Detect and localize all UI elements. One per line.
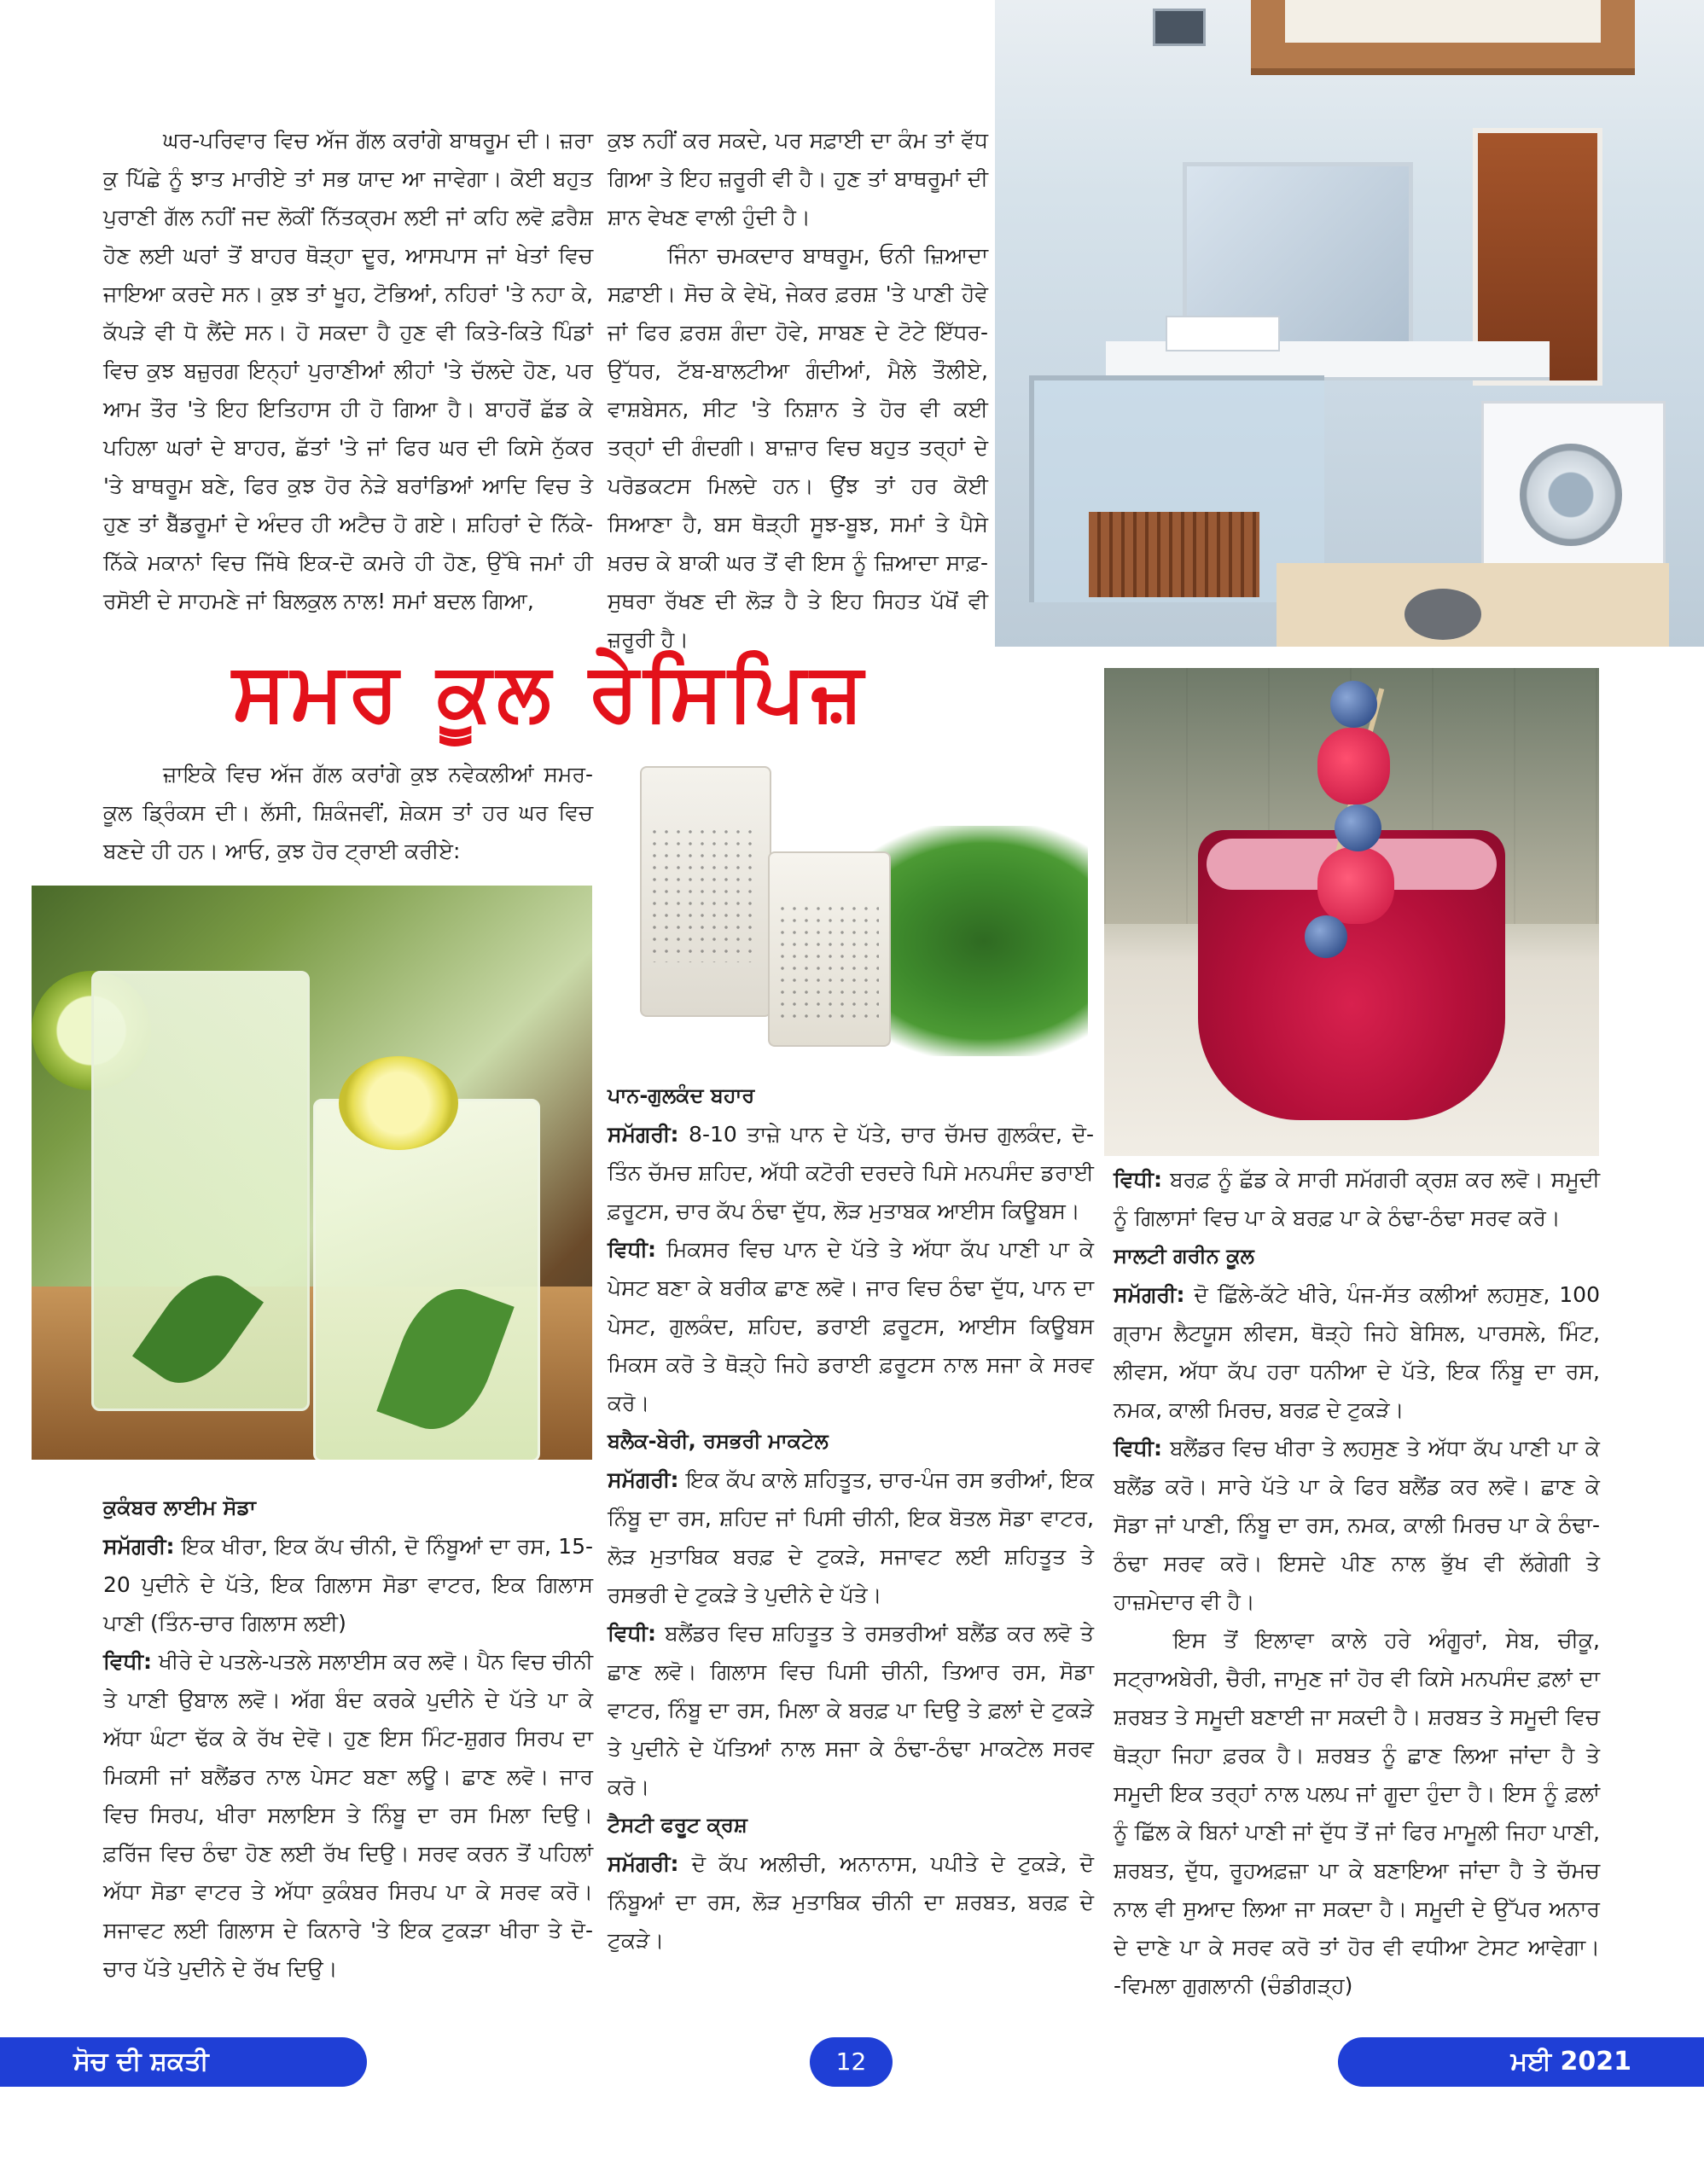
intro-paragraph-1: ਘਰ-ਪਰਿਵਾਰ ਵਿਚ ਅੱਜ ਗੱਲ ਕਰਾਂਗੇ ਬਾਥਰੂਮ ਦੀ। ਜ਼ਰਾ ਕੁ ਪਿੱਛੇ ਨੂੰ ਝਾਤ ਮਾਰੀਏ ਤਾਂ ਸਭ ਯਾਦ ਆ ਜਾਵੇਗਾ। ਕੋਈ ਬਹੁਤ ਪੁਰਾਣੀ ਗੱਲ ਨਹੀਂ ਜਦ ਲੋਕੀਂ ਨਿੱਤਕ੍ਰਮ ਲਈ ਜਾਂ ਕਹਿ ਲਵੋ ਫ਼ਰੈਸ਼ ਹੋਣ ਲਈ ਘਰਾਂ ਤੋਂ ਬਾਹਰ ਥੋੜ੍ਹਾ ਦੂਰ, ਆਸਪਾਸ ਜਾਂ ਖੇਤਾਂ ਵਿਚ ਜਾਇਆ ਕਰਦੇ ਸਨ। ਕੁਝ ਤਾਂ ਖੂਹ, ਟੋਭਿਆਂ, ਨਹਿਰਾਂ 'ਤੇ ਨਹਾ ਕੇ, ਕੱਪੜੇ ਵੀ ਧੋ ਲੈਂਦੇ ਸਨ। ਹੋ ਸਕਦਾ ਹੈ ਹੁਣ ਵੀ ਕਿਤੇ-ਕਿਤੇ ਪਿੰਡਾਂ ਵਿਚ ਕੁਝ ਬਜ਼ੁਰਗ ਇਨ੍ਹਾਂ ਪੁਰਾਣੀਆਂ ਲੀਹਾਂ 'ਤੇ ਚੱਲਦੇ ਹੋਣ, ਪਰ ਆਮ ਤੌਰ 'ਤੇ ਇਹ ਇਤਿਹਾਸ ਹੀ ਹੋ ਗਿਆ ਹੈ। ਬਾਹਰੋਂ ਛੱਡ ਕੇ ਪਹਿਲਾ ਘਰਾਂ ਦੇ ਬਾਹਰ, ਛੱਤਾਂ 'ਤੇ ਜਾਂ ਫਿਰ ਘਰ ਦੀ ਕਿਸੇ ਨੁੱਕਰ 'ਤੇ ਬਾਥਰੂਮ ਬਣੇ, ਫਿਰ ਕੁਝ ਹੋਰ ਨੇੜੇ ਬਰਾਂਡਿਆਂ ਆਦਿ ਵਿਚ ਤੇ ਹੁਣ ਤਾਂ ਬੈੱਡਰੂਮਾਂ ਦੇ ਅੰਦਰ ਹੀ ਅਟੈਚ ਹੋ ਗਏ। ਸ਼ਹਿਰਾਂ ਦੇ ਨਿੱਕੇ-ਨਿੱਕੇ ਮਕਾਨਾਂ ਵਿਚ ਜਿੱਥੇ ਇਕ-ਦੋ ਕਮਰੇ ਹੀ ਹੋਣ, ਉੱਥੇ ਜਮਾਂ ਹੀ ਰਸੋਈ ਦੇ ਸਾਹਮਣੇ ਜਾਂ ਬਿਲਕੁਲ ਨਾਲ! ਸਮਾਂ ਬਦਲ ਗਿਆ, [103, 128, 593, 613]
recipe-method: ਵਿਧੀ: ਬਲੈਂਡਰ ਵਿਚ ਖੀਰਾ ਤੇ ਲਹਸੁਣ ਤੇ ਅੱਧਾ ਕੱਪ ਪਾਣੀ ਪਾ ਕੇ ਬਲੈਂਡ ਕਰੋ। ਸਾਰੇ ਪੱਤੇ ਪਾ ਕੇ ਫਿਰ ਬਲੈਂਡ ਕਰ ਲਵੋ। ਛਾਣ ਕੇ ਸੋਡਾ ਜਾਂ ਪਾਣੀ, ਨਿੰਬੂ ਦਾ ਰਸ, ਨਮਕ, ਕਾਲੀ ਮਿਰਚ ਪਾ ਕੇ ਠੰਢਾ-ਠੰਢਾ ਸਰਵ ਕਰੋ। ਇਸਦੇ ਪੀਣ ਨਾਲ ਭੁੱਖ ਵੀ ਲੱਗੇਗੀ ਤੇ ਹਾਜ਼ਮੇਦਾਰ ਵੀ ਹੈ। [1114, 1436, 1600, 1614]
bathroom-photo [995, 0, 1704, 647]
intro-column-1 [103, 121, 593, 620]
recipe-column-middle [608, 1077, 1094, 1960]
recipe-method: ਵਿਧੀ: ਬਰਫ਼ ਨੂੰ ਛੱਡ ਕੇ ਸਾਰੀ ਸਮੱਗਰੀ ਕ੍ਰਸ਼ ਕਰ ਲਵੋ। ਸਮੂਦੀ ਨੂੰ ਗਿਲਾਸਾਂ ਵਿਚ ਪਾ ਕੇ ਬਰਫ਼ ਪਾ ਕੇ ਠੰਢਾ-ਠੰਢਾ ਸਰਵ ਕਰੋ। [1114, 1167, 1600, 1230]
lead-paragraph: ਜ਼ਾਇਕੇ ਵਿਚ ਅੱਜ ਗੱਲ ਕਰਾਂਗੇ ਕੁਝ ਨਵੇਕਲੀਆਂ ਸਮਰ-ਕੂਲ ਡ੍ਰਿੰਕਸ ਦੀ। ਲੱਸੀ, ਸ਼ਿਕੰਜਵੀਂ, ਸ਼ੇਕਸ ਤਾਂ ਹਰ ਘਰ ਵਿਚ ਬਣਦੇ ਹੀ ਹਨ। ਆਓ, ਕੁਝ ਹੋਰ ਟ੍ਰਾਈ ਕਰੀਏ: [103, 762, 593, 863]
footer-magazine-name: ਸੋਚ ਦੀ ਸ਼ਕਤੀ [0, 2037, 367, 2087]
recipe-cucumber [103, 1489, 593, 1988]
berry-mocktail-photo [1104, 668, 1599, 1156]
footer-issue-date: ਮਈ 2021 [1338, 2037, 1704, 2087]
cucumber-soda-photo [32, 886, 592, 1460]
author: -ਵਿਮਲਾ ਗੁਗਲਾਨੀ (ਚੰਡੀਗੜ੍ਹ) [1114, 1973, 1353, 1998]
recipe-ingredients: ਸਮੱਗਰੀ: ਇਕ ਕੱਪ ਕਾਲੇ ਸ਼ਹਿਤੂਤ, ਚਾਰ-ਪੰਜ ਰਸ ਭਰੀਆਂ, ਇਕ ਨਿੰਬੂ ਦਾ ਰਸ, ਸ਼ਹਿਦ ਜਾਂ ਪਿਸੀ ਚੀਨੀ, ਇਕ ਬੋਤਲ ਸੋਡਾ ਵਾਟਰ, ਲੋੜ ਮੁਤਾਬਿਕ ਬਰਫ਼ ਦੇ ਟੁਕੜੇ, ਸਜਾਵਟ ਲਈ ਸ਼ਹਿਤੂਤ ਤੇ ਰਸਭਰੀ ਦੇ ਟੁਕੜੇ ਤੇ ਪੁਦੀਨੇ ਦੇ ਪੱਤੇ। [608, 1467, 1094, 1607]
paan-drink-photo [614, 758, 1088, 1059]
recipe-ingredients: ਸਮੱਗਰੀ: 8-10 ਤਾਜ਼ੇ ਪਾਨ ਦੇ ਪੱਤੇ, ਚਾਰ ਚੱਮਚ ਗੁਲਕੰਦ, ਦੋ-ਤਿੰਨ ਚੱਮਚ ਸ਼ਹਿਦ, ਅੱਧੀ ਕਟੋਰੀ ਦਰਦਰੇ ਪਿਸੇ ਮਨਪਸੰਦ ਡਰਾਈ ਫ਼ਰੂਟਸ, ਚਾਰ ਕੱਪ ਠੰਢਾ ਦੁੱਧ, ਲੋੜ ਮੁਤਾਬਕ ਆਈਸ ਕਿਊਬਸ। [608, 1122, 1094, 1223]
lead-column [103, 755, 593, 870]
recipe-method: ਵਿਧੀ: ਬਲੈਂਡਰ ਵਿਚ ਸ਼ਹਿਤੂਤ ਤੇ ਰਸਭਰੀਆਂ ਬਲੈਂਡ ਕਰ ਲਵੋ ਤੇ ਛਾਣ ਲਵੋ। ਗਿਲਾਸ ਵਿਚ ਪਿਸੀ ਚੀਨੀ, ਤਿਆਰ ਰਸ, ਸੋਡਾ ਵਾਟਰ, ਨਿੰਬੂ ਦਾ ਰਸ, ਮਿਲਾ ਕੇ ਬਰਫ਼ ਪਾ ਦਿਉ ਤੇ ਫ਼ਲਾਂ ਦੇ ਟੁਕੜੇ ਤੇ ਪੁਦੀਨੇ ਦੇ ਪੱਤਿਆਂ ਨਾਲ ਸਜਾ ਕੇ ਠੰਢਾ-ਠੰਢਾ ਮਾਕਟੇਲ ਸਰਵ ਕਰੋ। [608, 1621, 1094, 1799]
recipe-ingredients: ਸਮੱਗਰੀ: ਦੋ ਕੱਪ ਅਲੀਚੀ, ਅਨਾਨਾਸ, ਪਪੀਤੇ ਦੇ ਟੁਕੜੇ, ਦੋ ਨਿੰਬੂਆਂ ਦਾ ਰਸ, ਲੋੜ ਮੁਤਾਬਿਕ ਚੀਨੀ ਦਾ ਸ਼ਰਬਤ, ਬਰਫ਼ ਦੇ ਟੁਕੜੇ। [608, 1851, 1094, 1953]
footer-page-number: 12 [810, 2037, 893, 2087]
recipe-heading: ਪਾਨ-ਗੁਲਕੰਦ ਬਹਾਰ [608, 1083, 755, 1107]
recipe-method: ਵਿਧੀ: ਖੀਰੇ ਦੇ ਪਤਲੇ-ਪਤਲੇ ਸਲਾਈਸ ਕਰ ਲਵੋ। ਪੈਨ ਵਿਚ ਚੀਨੀ ਤੇ ਪਾਣੀ ਉਬਾਲ ਲਵੋ। ਅੱਗ ਬੰਦ ਕਰਕੇ ਪੁਦੀਨੇ ਦੇ ਪੱਤੇ ਪਾ ਕੇ ਅੱਧਾ ਘੰਟਾ ਢੱਕ ਕੇ ਰੱਖ ਦੇਵੋ। ਹੁਣ ਇਸ ਮਿੰਟ-ਸ਼ੁਗਰ ਸਿਰਪ ਦਾ ਮਿਕਸੀ ਜਾਂ ਬਲੈਂਡਰ ਨਾਲ ਪੇਸਟ ਬਣਾ ਲਊ। ਛਾਣ ਲਵੋ। ਜਾਰ ਵਿਚ ਸਿਰਪ, ਖੀਰਾ ਸਲਾਇਸ ਤੇ ਨਿੰਬੂ ਦਾ ਰਸ ਮਿਲਾ ਦਿਉ। ਫ਼ਰਿੱਜ ਵਿਚ ਠੰਢਾ ਹੋਣ ਲਈ ਰੱਖ ਦਿਉ। ਸਰਵ ਕਰਨ ਤੋਂ ਪਹਿਲਾਂ ਅੱਧਾ ਸੋਡਾ ਵਾਟਰ ਤੇ ਅੱਧਾ ਕੁਕੰਬਰ ਸਿਰਪ ਪਾ ਕੇ ਸਰਵ ਕਰੋ। ਸਜਾਵਟ ਲਈ ਗਿਲਾਸ ਦੇ ਕਿਨਾਰੇ 'ਤੇ ਇਕ ਟੁਕੜਾ ਖੀਰਾ ਤੇ ਦੋ-ਚਾਰ ਪੱਤੇ ਪੁਦੀਨੇ ਦੇ ਰੱਖ ਦਿਉ। [103, 1649, 593, 1981]
page-title: ਸਮਰ ਕੂਲ ਰੇਸਿਪਿਜ਼ [232, 646, 869, 739]
closing-paragraph: ਇਸ ਤੋਂ ਇਲਾਵਾ ਕਾਲੇ ਹਰੇ ਅੰਗੂਰਾਂ, ਸੇਬ, ਚੀਕੂ, ਸਟ੍ਰਾਅਬੇਰੀ, ਚੈਰੀ, ਜਾਮੁਣ ਜਾਂ ਹੋਰ ਵੀ ਕਿਸੇ ਮਨਪਸੰਦ ਫ਼ਲਾਂ ਦਾ ਸ਼ਰਬਤ ਤੇ ਸਮੂਦੀ ਬਣਾਈ ਜਾ ਸਕਦੀ ਹੈ। ਸ਼ਰਬਤ ਤੇ ਸਮੂਦੀ ਵਿਚ ਥੋੜ੍ਹਾ ਜਿਹਾ ਫ਼ਰਕ ਹੈ। ਸ਼ਰਬਤ ਨੂੰ ਛਾਣ ਲਿਆ ਜਾਂਦਾ ਹੈ ਤੇ ਸਮੂਦੀ ਇਕ ਤਰ੍ਹਾਂ ਨਾਲ ਪਲਪ ਜਾਂ ਗੂਦਾ ਹੁੰਦਾ ਹੈ। ਇਸ ਨੂੰ ਫ਼ਲਾਂ ਨੂੰ ਛਿੱਲ ਕੇ ਬਿਨਾਂ ਪਾਣੀ ਜਾਂ ਦੁੱਧ ਤੋਂ ਜਾਂ ਫਿਰ ਮਾਮੂਲੀ ਜਿਹਾ ਪਾਣੀ, ਸ਼ਰਬਤ, ਦੁੱਧ, ਰੂਹਅਫ਼ਜ਼ਾ ਪਾ ਕੇ ਬਣਾਇਆ ਜਾਂਦਾ ਹੈ ਤੇ ਚੱਮਚ ਨਾਲ ਵੀ ਸੁਆਦ ਲਿਆ ਜਾ ਸਕਦਾ ਹੈ। ਸਮੂਦੀ ਦੇ ਉੱਪਰ ਅਨਾਰ ਦੇ ਦਾਣੇ ਪਾ ਕੇ ਸਰਵ ਕਰੋ ਤਾਂ ਹੋਰ ਵੀ ਵਧੀਆ ਟੇਸਟ ਆਵੇਗਾ। -ਵਿਮਲਾ ਗੁਗਲਾਨੀ (ਚੰਡੀਗੜ੍ਹ) [1114, 1628, 1600, 1998]
recipe-ingredients: ਸਮੱਗਰੀ: ਇਕ ਖੀਰਾ, ਇਕ ਕੱਪ ਚੀਨੀ, ਦੋ ਨਿੰਬੂਆਂ ਦਾ ਰਸ, 15-20 ਪੁਦੀਨੇ ਦੇ ਪੱਤੇ, ਇਕ ਗਿਲਾਸ ਸੋਡਾ ਵਾਟਰ, ਇਕ ਗਿਲਾਸ ਪਾਣੀ (ਤਿੰਨ-ਚਾਰ ਗਿਲਾਸ ਲਈ) [103, 1534, 593, 1635]
recipe-ingredients: ਸਮੱਗਰੀ: ਦੋ ਛਿੱਲੇ-ਕੱਟੇ ਖੀਰੇ, ਪੰਜ-ਸੱਤ ਕਲੀਆਂ ਲਹਸੁਣ, 100 ਗ੍ਰਾਮ ਲੈਟਯੂਸ ਲੀਵਸ, ਥੋੜ੍ਹੇ ਜਿਹੇ ਬੇਸਿਲ, ਪਾਰਸਲੇ, ਮਿੰਟ, ਲੀਵਸ, ਅੱਧਾ ਕੱਪ ਹਰਾ ਧਨੀਆ ਦੇ ਪੱਤੇ, ਇਕ ਨਿੰਬੂ ਦਾ ਰਸ, ਨਮਕ, ਕਾਲੀ ਮਿਰਚ, ਬਰਫ਼ ਦੇ ਟੁਕੜੇ। [1114, 1282, 1600, 1422]
recipe-heading: ਬਲੈਕ-ਬੇਰੀ, ਰਸਭਰੀ ਮਾਕਟੇਲ [608, 1429, 829, 1453]
recipe-heading: ਸਾਲਟੀ ਗਰੀਨ ਕੂਲ [1114, 1244, 1254, 1268]
recipe-heading: ਕੁਕੰਬਰ ਲਾਈਮ ਸੋਡਾ [103, 1496, 256, 1519]
recipe-heading: ਟੈਸਟੀ ਫਰੂਟ ਕ੍ਰਸ਼ [608, 1813, 747, 1837]
recipe-column-right [1114, 1160, 1600, 2005]
recipe-method: ਵਿਧੀ: ਮਿਕਸਰ ਵਿਚ ਪਾਨ ਦੇ ਪੱਤੇ ਤੇ ਅੱਧਾ ਕੱਪ ਪਾਣੀ ਪਾ ਕੇ ਪੇਸਟ ਬਣਾ ਕੇ ਬਰੀਕ ਛਾਣ ਲਵੋ। ਜਾਰ ਵਿਚ ਠੰਢਾ ਦੁੱਧ, ਪਾਨ ਦਾ ਪੇਸਟ, ਗੁਲਕੰਦ, ਸ਼ਹਿਦ, ਡਰਾਈ ਫ਼ਰੂਟਸ, ਆਈਸ ਕਿਊਬਸ ਮਿਕਸ ਕਰੋ ਤੇ ਥੋੜ੍ਹੇ ਜਿਹੇ ਡਰਾਈ ਫ਼ਰੂਟਸ ਨਾਲ ਸਜਾ ਕੇ ਸਰਵ ਕਰੋ। [608, 1237, 1094, 1415]
intro-paragraph-3: ਜਿੰਨਾ ਚਮਕਦਾਰ ਬਾਥਰੂਮ, ਓਨੀ ਜ਼ਿਆਦਾ ਸਫ਼ਾਈ। ਸੋਚ ਕੇ ਵੇਖੋ, ਜੇਕਰ ਫ਼ਰਸ਼ 'ਤੇ ਪਾਣੀ ਹੋਵੇ ਜਾਂ ਫਿਰ ਫ਼ਰਸ਼ ਗੰਦਾ ਹੋਵੇ, ਸਾਬਣ ਦੇ ਟੋਟੇ ਇੱਧਰ-ਉੱਧਰ, ਟੱਬ-ਬਾਲਟੀਆ ਗੰਦੀਆਂ, ਮੈਲੇ ਤੌਲੀਏ, ਵਾਸ਼ਬੇਸਨ, ਸੀਟ 'ਤੇ ਨਿਸ਼ਾਨ ਤੇ ਹੋਰ ਵੀ ਕਈ ਤਰ੍ਹਾਂ ਦੀ ਗੰਦਗੀ। ਬਾਜ਼ਾਰ ਵਿਚ ਬਹੁਤ ਤਰ੍ਹਾਂ ਦੇ ਪਰੋਡਕਟਸ ਮਿਲਦੇ ਹਨ। ਉਂਝ ਤਾਂ ਹਰ ਕੋਈ ਸਿਆਣਾ ਹੈ, ਬਸ ਥੋੜ੍ਹੀ ਸੂਝ-ਬੂਝ, ਸਮਾਂ ਤੇ ਪੈਸੇ ਖ਼ਰਚ ਕੇ ਬਾਕੀ ਘਰ ਤੋਂ ਵੀ ਇਸ ਨੂੰ ਜ਼ਿਆਦਾ ਸਾਫ਼-ਸੁਥਰਾ ਰੱਖਣ ਦੀ ਲੋੜ ਹੈ ਤੇ ਇਹ ਸਿਹਤ ਪੱਖੋਂ ਵੀ ਜ਼ਰੂਰੀ ਹੈ। [608, 243, 988, 652]
intro-paragraph-2: ਕੁਝ ਨਹੀਂ ਕਰ ਸਕਦੇ, ਪਰ ਸਫ਼ਾਈ ਦਾ ਕੰਮ ਤਾਂ ਵੱਧ ਗਿਆ ਤੇ ਇਹ ਜ਼ਰੂਰੀ ਵੀ ਹੈ। ਹੁਣ ਤਾਂ ਬਾਥਰੂਮਾਂ ਦੀ ਸ਼ਾਨ ਵੇਖਣ ਵਾਲੀ ਹੁੰਦੀ ਹੈ। [608, 128, 988, 229]
intro-column-2 [608, 121, 988, 659]
